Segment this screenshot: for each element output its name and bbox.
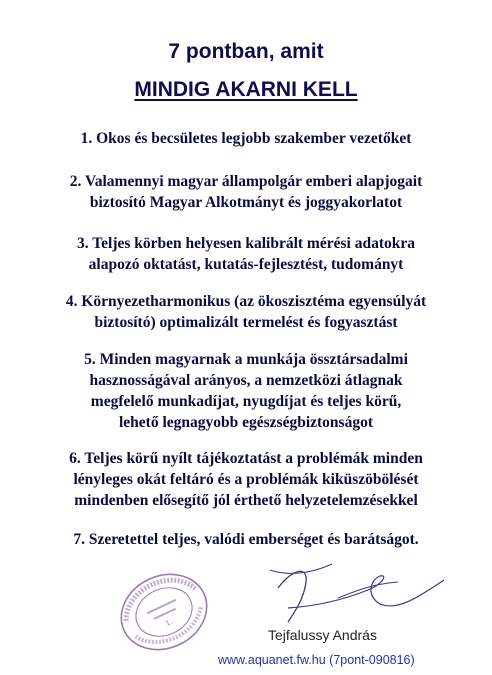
point-7 — [30, 529, 462, 550]
point-5-line-2: hasznosságával arányos, a nemzetközi átlagnak — [89, 372, 403, 389]
point-4-line-2: biztosító) optimalizált termelést és fogyasztást — [94, 314, 398, 331]
svg-text:1.: 1. — [164, 617, 174, 628]
title-line-1: 7 pontban, amit — [168, 40, 324, 63]
point-4-line-1: 4. Környezetharmonikus (az ökoszisztéma egyensúlyát — [65, 293, 427, 310]
point-2-line-1: 2. Valamennyi magyar állampolgár emberi alapjogait — [69, 173, 423, 190]
point-2-line-2: biztosító Magyar Alkotmányt és joggyakorlatot — [89, 194, 403, 211]
point-3-line-2: alapozó oktatást, kutatás-fejlesztést, tudományt — [88, 256, 404, 273]
point-1 — [30, 128, 462, 149]
point-6 — [30, 448, 462, 511]
point-3-line-1: 3. Teljes körben helyesen kalibrált mérési adatokra — [77, 235, 415, 252]
point-5 — [30, 349, 462, 433]
point-6-line-2: lényleges okát feltáró és a problémák kiküszöbölését — [73, 471, 419, 488]
point-5-line-1: 5. Minden magyarnak a munkája össztársadalmi — [84, 351, 408, 368]
point-5-line-4: lehető legnagyobb egészségbiztonságot — [118, 414, 373, 431]
point-1-line-1: 1. Okos és becsületes legjobb szakember vezetőket — [80, 130, 412, 147]
point-6-line-1: 6. Teljes körű nyílt tájékoztatást a problémák minden — [69, 450, 423, 467]
signer-name: Tejfalussy András — [268, 627, 377, 643]
point-2 — [30, 171, 462, 213]
point-6-line-3: mindenben elősegítő jól érthető helyzetelemzésekkel — [74, 492, 418, 509]
point-5-line-3: megfelelő munkadíjat, nyugdíjat és teljes körű, — [90, 393, 402, 410]
website-url: www.aquanet.fw.hu (7pont-090816) — [218, 653, 415, 667]
point-3 — [30, 233, 462, 275]
point-7-line-1: 7. Szeretettel teljes, valódi emberséget és barátságot. — [73, 531, 419, 548]
signature — [248, 560, 458, 630]
round-stamp — [112, 570, 216, 654]
title-line-2: MINDIG AKARNI KELL — [134, 78, 358, 101]
point-4 — [30, 291, 462, 333]
